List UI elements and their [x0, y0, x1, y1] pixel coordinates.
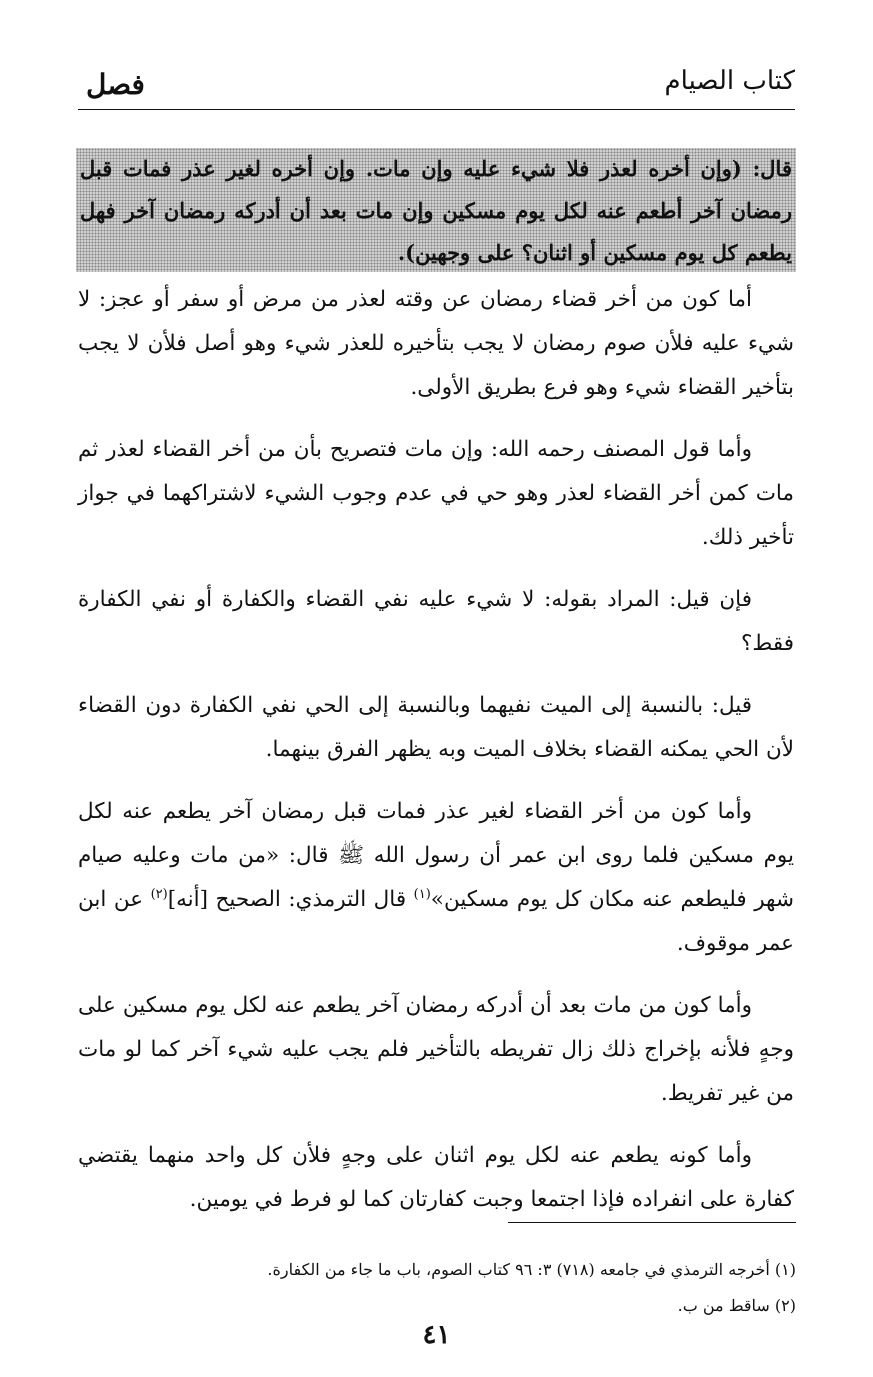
paragraph-7: وأما كونه يطعم عنه لكل يوم اثنان على وجهٍ فلأن كل واحد منهما يقتضي كفارة على انفراده فإذا اجتمعا وجبت كفارتان كما لو فرط في يومين. [78, 1143, 794, 1212]
footnotes [78, 1252, 796, 1324]
paragraph-5 [78, 790, 794, 966]
paragraph-2: وأما قول المصنف رحمه الله: وإن مات فتصريح بأن من أخر القضاء لعذر ثم مات كمن أخر القضاء لعذر وهو حي في عدم وجوب الشيء لاشتراكهما في جواز تأخير ذلك. [78, 437, 794, 550]
page-number: ٤١ [422, 1320, 451, 1350]
header-book-title: كتاب الصيام [664, 66, 795, 96]
paragraph-5-part-a: وأما كون من أخر القضاء لغير عذر فمات قبل رمضان آخر يطعم عنه لكل يوم مسكين فلما روى ابن عمر أن رسول الله ﷺ قال: «من مات وعليه صيام شهر فليطعم عنه مكان كل يوم مسكين» [78, 799, 794, 912]
footnote-2: (٢) ساقط من ب. [677, 1296, 796, 1315]
paragraph-4: قيل: بالنسبة إلى الميت نفيهما وبالنسبة إلى الحي نفي الكفارة دون القضاء لأن الحي يمكنه القضاء بخلاف الميت وبه يظهر الفرق بينهما. [78, 693, 794, 762]
commentary-body [78, 278, 794, 1240]
paragraph-5-part-c: عن ابن عمر موقوف. [78, 887, 794, 956]
footnote-1: (١) أخرجه الترمذي في جامعه (٧١٨) ٣: ٩٦ كتاب الصوم، باب ما جاء من الكفارة. [267, 1260, 796, 1279]
header-section-title: فصل [86, 68, 145, 101]
paragraph-3: فإن قيل: المراد بقوله: لا شيء عليه نفي القضاء والكفارة أو نفي الكفارة فقط؟ [78, 587, 794, 656]
running-header [78, 66, 795, 108]
header-rule [78, 109, 795, 110]
paragraph-6: وأما كون من مات بعد أن أدركه رمضان آخر يطعم عنه لكل يوم مسكين على وجهٍ فلأنه بإخراج ذلك زال تفريطه بالتأخير فلم يجب عليه شيء آخر كما لو مات من غير تفريط. [78, 993, 794, 1106]
matn-highlighted-text: قال: (وإن أخره لعذر فلا شيء عليه وإن مات. وإن أخره لغير عذر فمات قبل رمضان آخر أطعم عنه لكل يوم مسكين وإن مات بعد أن أدركه رمضان آخر فهل يطعم كل يوم مسكين أو اثنان؟ على وجهين). [76, 148, 796, 272]
footnote-ref-1[interactable]: (١) [413, 886, 431, 902]
paragraph-1: أما كون من أخر قضاء رمضان عن وقته لعذر من مرض أو سفر أو عجز: لا شيء عليه فلأن صوم رمضان لا يجب بتأخيره للعذر شيء وهو أصل فلأن لا يجب بتأخير القضاء شيء وهو فرع بطريق الأولى. [78, 287, 794, 400]
paragraph-5-part-b: قال الترمذي: الصحيح [أنه] [167, 887, 414, 912]
footnote-ref-2[interactable]: (٢) [150, 886, 168, 902]
footnote-rule [508, 1222, 796, 1223]
